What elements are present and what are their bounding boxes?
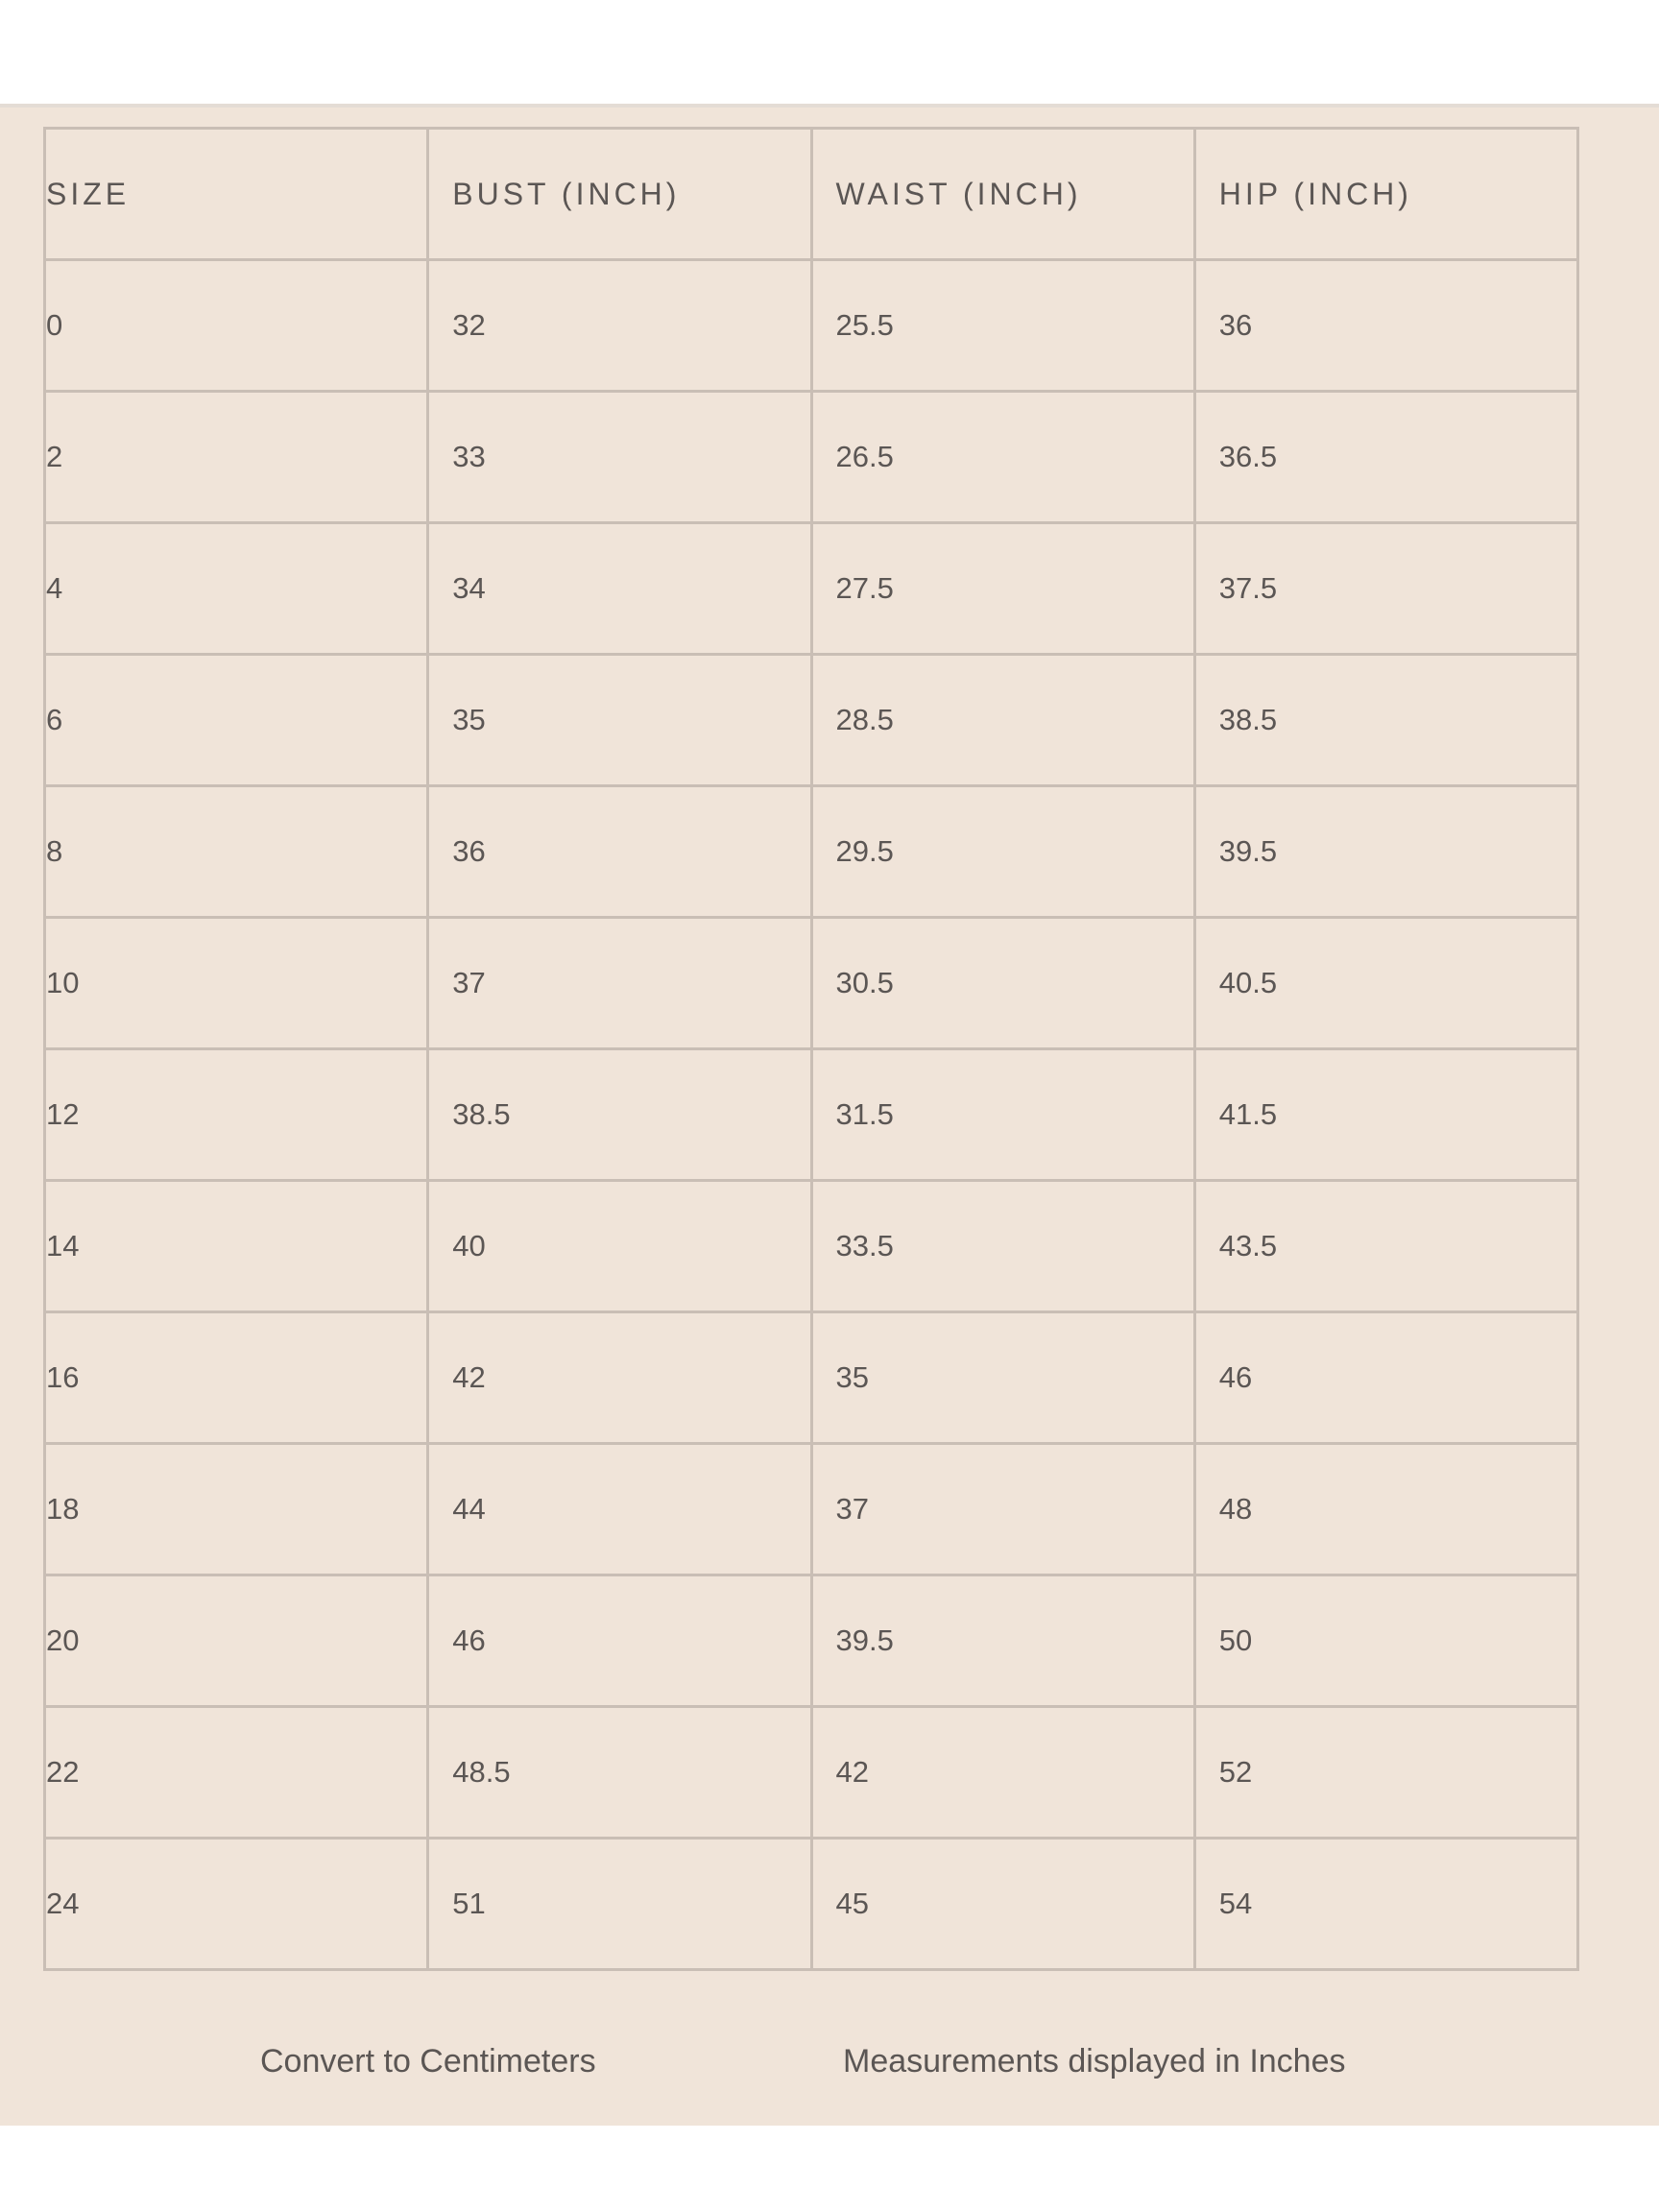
table-row (45, 260, 1578, 392)
cell-waist: 31.5 (811, 1049, 1194, 1181)
header-size: SIZE (45, 129, 428, 260)
cell-bust: 48.5 (428, 1707, 811, 1839)
cell-size: 24 (45, 1839, 428, 1970)
cell-hip: 37.5 (1194, 523, 1577, 655)
table-row (45, 392, 1578, 523)
cell-size: 6 (45, 655, 428, 786)
cell-bust: 33 (428, 392, 811, 523)
cell-hip: 39.5 (1194, 786, 1577, 918)
units-note: Measurements displayed in Inches (843, 2043, 1346, 2080)
cell-size: 0 (45, 260, 428, 392)
table-row (45, 1181, 1578, 1312)
cell-size: 22 (45, 1707, 428, 1839)
cell-waist: 33.5 (811, 1181, 1194, 1312)
cell-bust: 42 (428, 1312, 811, 1444)
table-row (45, 1575, 1578, 1707)
cell-waist: 27.5 (811, 523, 1194, 655)
size-chart-table (43, 127, 1579, 1971)
cell-hip: 40.5 (1194, 918, 1577, 1049)
cell-waist: 35 (811, 1312, 1194, 1444)
cell-hip: 46 (1194, 1312, 1577, 1444)
table-row (45, 786, 1578, 918)
table-row (45, 1049, 1578, 1181)
cell-bust: 34 (428, 523, 811, 655)
cell-hip: 36 (1194, 260, 1577, 392)
cell-size: 14 (45, 1181, 428, 1312)
cell-size: 18 (45, 1444, 428, 1575)
table-row (45, 918, 1578, 1049)
table-row (45, 1839, 1578, 1970)
cell-size: 2 (45, 392, 428, 523)
cell-waist: 29.5 (811, 786, 1194, 918)
header-bust: BUST (INCH) (428, 129, 811, 260)
size-chart-panel (0, 104, 1659, 2126)
header-hip: HIP (INCH) (1194, 129, 1577, 260)
convert-to-centimeters-link[interactable]: Convert to Centimeters (260, 2043, 596, 2080)
cell-hip: 52 (1194, 1707, 1577, 1839)
cell-size: 16 (45, 1312, 428, 1444)
cell-hip: 36.5 (1194, 392, 1577, 523)
cell-size: 10 (45, 918, 428, 1049)
table-header-row (45, 129, 1578, 260)
cell-size: 20 (45, 1575, 428, 1707)
cell-waist: 42 (811, 1707, 1194, 1839)
cell-hip: 43.5 (1194, 1181, 1577, 1312)
cell-bust: 35 (428, 655, 811, 786)
table-row (45, 655, 1578, 786)
cell-hip: 38.5 (1194, 655, 1577, 786)
table-row (45, 523, 1578, 655)
cell-bust: 40 (428, 1181, 811, 1312)
cell-bust: 46 (428, 1575, 811, 1707)
cell-hip: 48 (1194, 1444, 1577, 1575)
cell-size: 8 (45, 786, 428, 918)
cell-hip: 50 (1194, 1575, 1577, 1707)
cell-waist: 25.5 (811, 260, 1194, 392)
cell-bust: 44 (428, 1444, 811, 1575)
page-top-spacer (0, 0, 1659, 104)
cell-size: 12 (45, 1049, 428, 1181)
cell-hip: 54 (1194, 1839, 1577, 1970)
cell-hip: 41.5 (1194, 1049, 1577, 1181)
cell-bust: 36 (428, 786, 811, 918)
cell-waist: 37 (811, 1444, 1194, 1575)
cell-waist: 28.5 (811, 655, 1194, 786)
cell-bust: 32 (428, 260, 811, 392)
table-row (45, 1707, 1578, 1839)
header-waist: WAIST (INCH) (811, 129, 1194, 260)
cell-waist: 26.5 (811, 392, 1194, 523)
cell-bust: 51 (428, 1839, 811, 1970)
cell-waist: 39.5 (811, 1575, 1194, 1707)
cell-waist: 45 (811, 1839, 1194, 1970)
table-row (45, 1444, 1578, 1575)
cell-waist: 30.5 (811, 918, 1194, 1049)
table-row (45, 1312, 1578, 1444)
cell-bust: 38.5 (428, 1049, 811, 1181)
cell-size: 4 (45, 523, 428, 655)
cell-bust: 37 (428, 918, 811, 1049)
